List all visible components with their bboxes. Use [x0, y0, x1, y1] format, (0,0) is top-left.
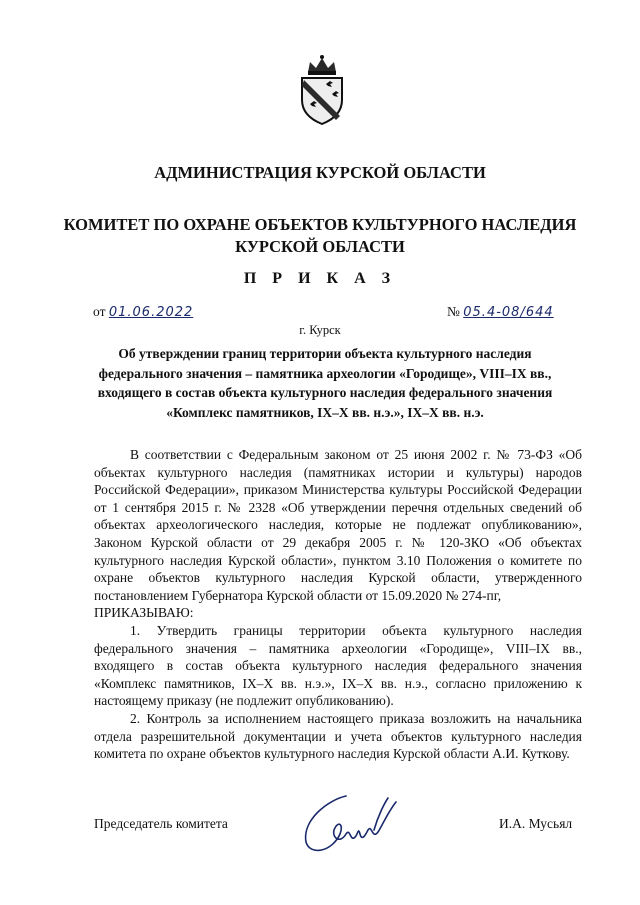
- order-body: [94, 446, 582, 763]
- coat-of-arms-icon: [296, 54, 348, 126]
- number-value: 05.4-08/644: [463, 305, 554, 320]
- signer-role: Председатель комитета: [94, 816, 228, 831]
- committee-title: [0, 214, 640, 258]
- preamble-paragraph: В соответствии с Федеральным законом от 25 июня 2002 г. № 73-ФЗ «Об объектах культурного наследия (памятниках истории и культуры) народов Российской Федерации», приказом Министерства культуры Российской Федерации от 1 сентября 2015 г. № 2328 «Об утверждении перечня отдельных сведений об объектах археологического наследия, которые не подлежат опубликованию», Законом Курской области от 29 декабря 2005 г. № 120-ЗКО «Об объектах культурного наследия Курской области», пунктом 3.10 Положения о комитете по охране объектов культурного наследия Курской области, утвержденного постановлением Губернатора Курской области от 15.09.2020 № 274-пг,: [94, 447, 582, 603]
- date-value: 01.06.2022: [108, 305, 194, 320]
- order-subject: Об утверждении границ территории объекта культурного наследия федерального значения – памятника археологии «Городище», VIII–IX вв., входящего в состав объекта культурного наследия федерального значения «Комплекс памятников, IX–X вв. н.э.», IX–X вв. н.э.: [97, 346, 553, 420]
- city: г. Курск: [299, 323, 341, 337]
- committee-title-line2: КУРСКОЙ ОБЛАСТИ: [235, 237, 405, 256]
- order-item-2: 2. Контроль за исполнением настоящего приказа возложить на начальника отдела разрешительной документации и учета объектов культурного наследия комитета по охране объектов культурного наследия Курской области А.И. Куткову.: [94, 710, 582, 762]
- order-item-1: 1. Утвердить границы территории объекта культурного наследия федерального значения – памятника археологии «Городище», VIII–IX вв., входящего в состав объекта культурного наследия федерального значения «Комплекс памятников, IX–X вв. н.э.», IX–X вв. н.э., согласно приложению к настоящему приказу (не подлежит опубликованию).: [94, 622, 582, 709]
- handwritten-signature-icon: [288, 790, 408, 862]
- committee-title-line1: КОМИТЕТ ПО ОХРАНЕ ОБЪЕКТОВ КУЛЬТУРНОГО НАСЛЕДИЯ: [63, 215, 577, 234]
- order-number: [447, 304, 554, 320]
- order-word: ПРИКАЗЫВАЮ:: [94, 605, 194, 621]
- order-date: [93, 304, 193, 320]
- date-prefix: от: [93, 304, 106, 319]
- signer-name: И.А. Мусьял: [499, 816, 573, 831]
- document-type: П Р И К А З: [243, 270, 397, 287]
- number-prefix: №: [447, 304, 460, 319]
- administration-title: АДМИНИСТРАЦИЯ КУРСКОЙ ОБЛАСТИ: [154, 163, 486, 182]
